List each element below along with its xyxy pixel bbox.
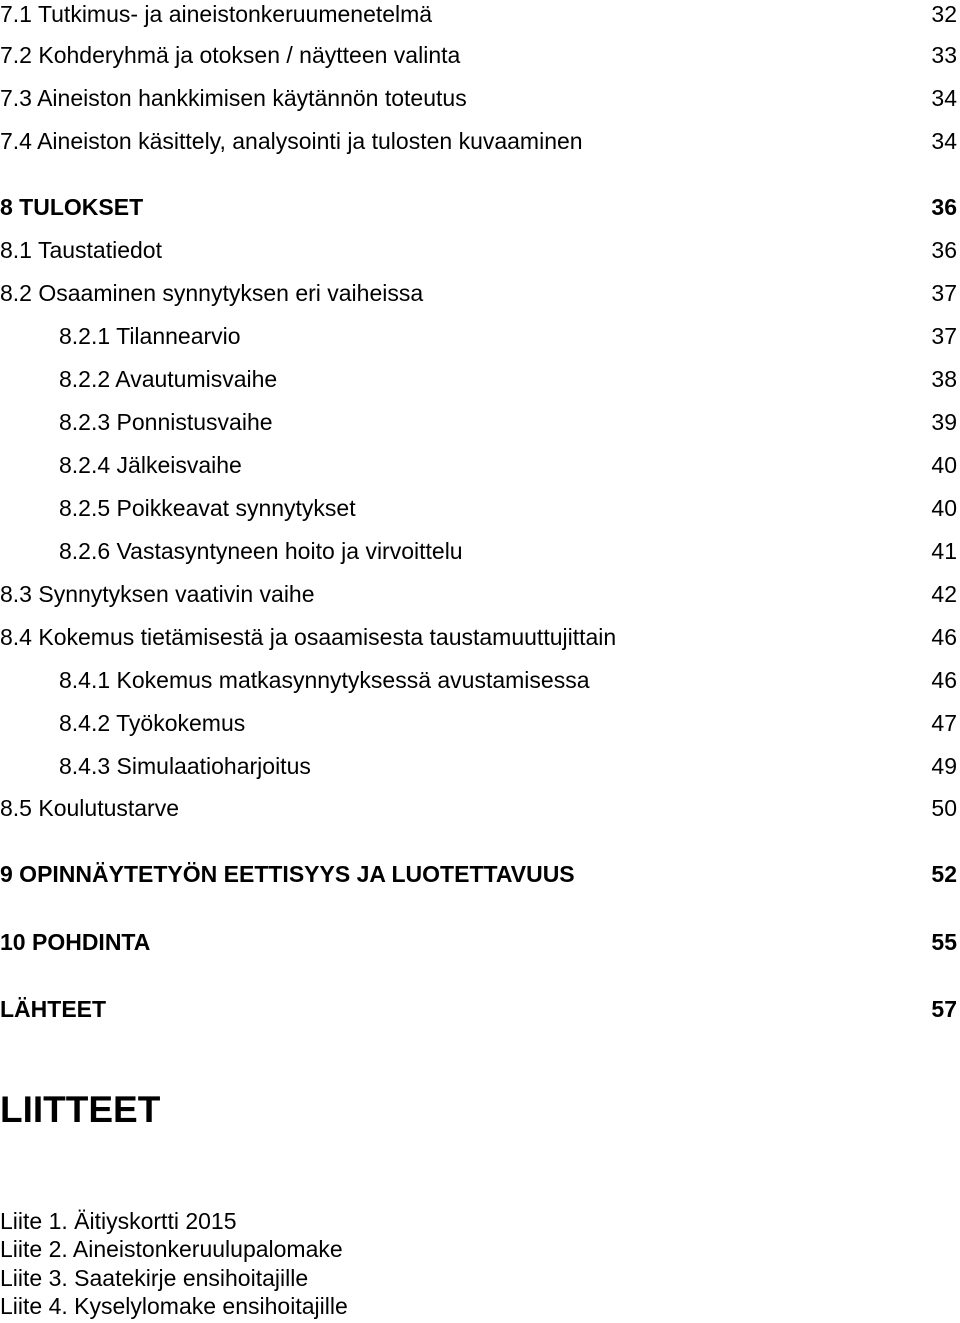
toc-page-number: 46 [931,624,957,650]
toc-entry[interactable] [0,537,957,565]
toc-entry[interactable] [0,752,957,780]
toc-entry-title: 8.4.3 Simulaatioharjoitus [59,753,311,779]
toc-entry[interactable] [0,860,957,888]
toc-page-number: 37 [931,323,957,349]
appendix-item: Liite 4. Kyselylomake ensihoitajille [0,1293,348,1319]
toc-page-number: 32 [931,1,957,27]
toc-page-number: 52 [931,861,957,887]
toc-page-number: 37 [931,280,957,306]
toc-entry-title: 9 OPINNÄYTETYÖN EETTISYYS JA LUOTETTAVUUS [0,861,575,887]
toc-entry[interactable] [0,236,957,264]
toc-entry[interactable] [0,709,957,737]
toc-entry[interactable] [0,0,957,28]
toc-entry-title: 8.1 Taustatiedot [0,237,162,263]
toc-page-number: 40 [931,495,957,521]
toc-entry-title: LÄHTEET [0,996,107,1022]
toc-entry-title: 7.1 Tutkimus- ja aineistonkeruumenetelmä [0,1,433,27]
toc-entry-title: 7.2 Kohderyhmä ja otoksen / näytteen valinta [0,42,461,68]
toc-entry[interactable] [0,193,957,221]
toc-entry[interactable] [0,928,957,956]
toc-entry[interactable] [0,995,957,1023]
toc-entry-title: 8.2.4 Jälkeisvaihe [59,452,242,478]
toc-entry[interactable] [0,494,957,522]
toc-entry-title: 8.2.5 Poikkeavat synnytykset [59,495,356,521]
toc-page-number: 39 [931,409,957,435]
toc-page-number: 55 [931,929,957,955]
toc-entry[interactable] [0,127,957,155]
toc-entry[interactable] [0,365,957,393]
appendix-item: Liite 3. Saatekirje ensihoitajille [0,1265,309,1291]
toc-entry-title: 8.2.1 Tilannearvio [59,323,241,349]
toc-page-number: 57 [931,996,957,1022]
appendix-item: Liite 2. Aineistonkeruulupalomake [0,1236,343,1262]
toc-entry[interactable] [0,41,957,69]
toc-entry-title: 8.2.2 Avautumisvaihe [59,366,278,392]
toc-entry-title: 8.4.1 Kokemus matkasynnytyksessä avustamisessa [59,667,590,693]
toc-entry-title: 8.5 Koulutustarve [0,795,180,821]
toc-page-number: 34 [931,128,957,154]
toc-entry[interactable] [0,451,957,479]
toc-page-number: 34 [931,85,957,111]
toc-page-number: 41 [931,538,957,564]
toc-entry-title: 8.3 Synnytyksen vaativin vaihe [0,581,315,607]
toc-page-number: 46 [931,667,957,693]
toc-page-number: 36 [931,237,957,263]
toc-page-number: 40 [931,452,957,478]
appendices-title: LIITTEET [0,1089,161,1130]
toc-entry[interactable] [0,84,957,112]
toc-page-number: 36 [931,194,957,220]
toc-entry-title: 8.4 Kokemus tietämisestä ja osaamisesta taustamuuttujittain [0,624,617,650]
toc-page-number: 49 [931,753,957,779]
toc-page-number: 50 [931,795,957,821]
toc-page-number: 33 [931,42,957,68]
toc-page-number: 38 [931,366,957,392]
toc-entry[interactable] [0,623,957,651]
toc-entry[interactable] [0,580,957,608]
toc-entry[interactable] [0,322,957,350]
toc-entry[interactable] [0,794,957,822]
toc-entry-title: 10 POHDINTA [0,929,151,955]
toc-entry[interactable] [0,279,957,307]
toc-entry-title: 8 TULOKSET [0,194,144,220]
toc-entry-title: 8.4.2 Työkokemus [59,710,246,736]
toc-entry-title: 7.4 Aineiston käsittely, analysointi ja tulosten kuvaaminen [0,128,583,154]
toc-entry[interactable] [0,408,957,436]
appendix-item: Liite 1. Äitiyskortti 2015 [0,1208,237,1234]
toc-entry-title: 7.3 Aineiston hankkimisen käytännön toteutus [0,85,467,111]
toc-entry-title: 8.2.6 Vastasyntyneen hoito ja virvoittelu [59,538,463,564]
toc-page-number: 47 [931,710,957,736]
toc-entry-title: 8.2.3 Ponnistusvaihe [59,409,273,435]
toc-page-number: 42 [931,581,957,607]
toc-entry-title: 8.2 Osaaminen synnytyksen eri vaiheissa [0,280,424,306]
toc-entry[interactable] [0,666,957,694]
